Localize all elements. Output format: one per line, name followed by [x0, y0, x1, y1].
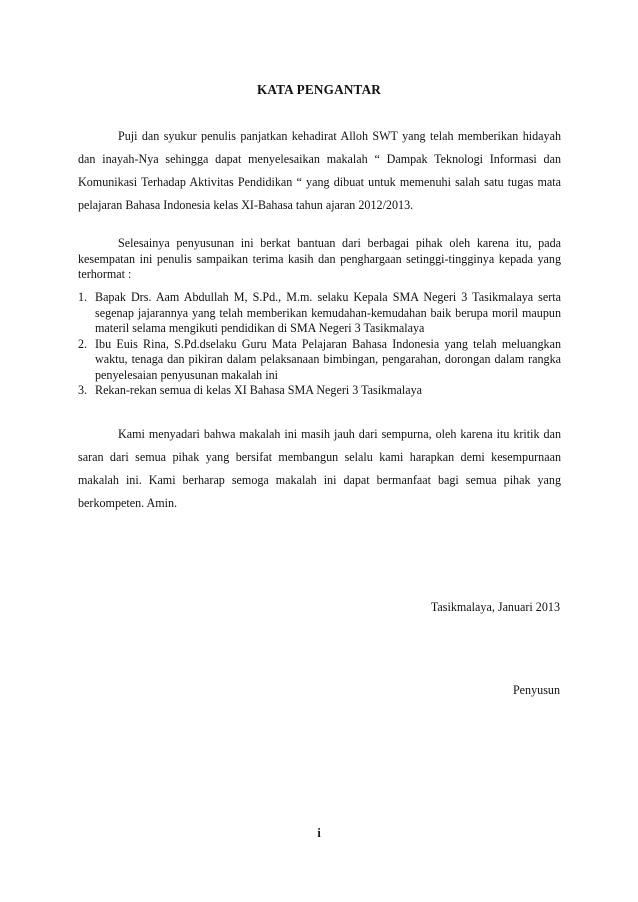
page-number: i	[317, 826, 321, 840]
paragraph-closing-text: Kami menyadari bahwa makalah ini masih jauh dari sempurna, oleh karena itu kritik dan saran dari semua pihak yang bersifat membangun selalu kami harapkan demi kesempurnaan makalah ini. Kami berharap semoga makalah ini dapat bermanfaat bagi semua pihak yang berkompeten. Amin.	[78, 427, 561, 510]
thanks-list	[78, 290, 561, 399]
list-item-text: Rekan-rekan semua di kelas XI Bahasa SMA Negeri 3 Tasikmalaya	[95, 383, 423, 397]
paragraph-intro	[78, 125, 561, 217]
paragraph-closing	[78, 423, 561, 515]
list-item-number: 3.	[78, 383, 88, 397]
list-item	[78, 337, 561, 384]
list-item-text: Ibu Euis Rina, S.Pd.dselaku Guru Mata Pelajaran Bahasa Indonesia yang telah meluangkan waktu, tenaga dan pikiran dalam pelaksanaan bimbingan, pengarahan, dorongan dalam rangka penyelesaian penyusunan makalah ini	[95, 336, 561, 382]
list-item-number: 1.	[78, 290, 88, 304]
list-item	[78, 290, 561, 337]
place-date: Tasikmalaya, Januari 2013	[430, 600, 560, 614]
signer-name: Penyusun	[512, 683, 560, 697]
paragraph-thanks	[78, 236, 561, 283]
list-item	[78, 383, 561, 399]
list-item-text: Bapak Drs. Aam Abdullah M, S.Pd., M.m. selaku Kepala SMA Negeri 3 Tasikmalaya serta segenap jajarannya yang telah memberikan kemudahan-kemudahan baik berupa moril maupun materil selama mengikuti pendidikan di SMA Negeri 3 Tasikmalaya	[95, 290, 561, 335]
list-item-number: 2.	[78, 336, 88, 351]
page-title: KATA PENGANTAR	[256, 82, 382, 97]
paragraph-intro-text: Puji dan syukur penulis panjatkan kehadirat Alloh SWT yang telah memberikan hidayah dan inayah-Nya sehingga dapat menyelesaikan makalah “ Dampak Teknologi Informasi dan Komunikasi Terhadap Aktivitas Pendidikan “ yang dibuat untuk memenuhi salah satu tugas mata pelajaran Bahasa Indonesia kelas XI-Bahasa tahun ajaran 2012/2013.	[78, 129, 561, 212]
paragraph-thanks-text: Selesainya penyusunan ini berkat bantuan dari berbagai pihak oleh karena itu, pada kesempatan ini penulis sampaikan terima kasih dan penghargaan setinggi-tingginya kepada yang terhormat :	[78, 236, 561, 281]
